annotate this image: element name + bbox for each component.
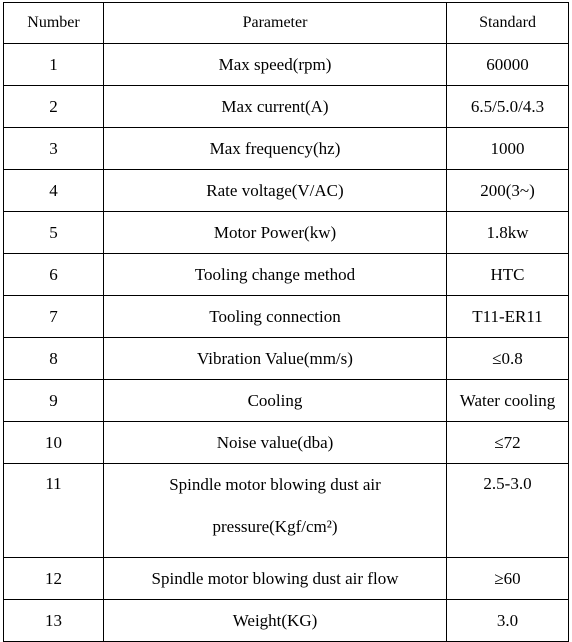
- row-number: 8: [4, 338, 104, 380]
- row-parameter: Cooling: [104, 380, 447, 422]
- table-row: [4, 464, 569, 558]
- row-parameter: Noise value(dba): [104, 422, 447, 464]
- table-row: [4, 338, 569, 380]
- table-row: [4, 128, 569, 170]
- row-number: 5: [4, 212, 104, 254]
- row-number: 12: [4, 558, 104, 600]
- table-row: [4, 600, 569, 642]
- row-standard: 6.5/5.0/4.3: [447, 86, 569, 128]
- row-standard: T11-ER11: [447, 296, 569, 338]
- row-number: 4: [4, 170, 104, 212]
- header-standard: Standard: [447, 3, 569, 44]
- row-parameter: Tooling connection: [104, 296, 447, 338]
- row-parameter: Spindle motor blowing dust air flow: [104, 558, 447, 600]
- header-parameter: Parameter: [104, 3, 447, 44]
- row-standard: ≤0.8: [447, 338, 569, 380]
- row-standard: 3.0: [447, 600, 569, 642]
- row-parameter: Spindle motor blowing dust air pressure(Kgf/cm²): [104, 464, 447, 558]
- row-standard: ≥60: [447, 558, 569, 600]
- row-standard: Water cooling: [447, 380, 569, 422]
- row-standard: ≤72: [447, 422, 569, 464]
- table-row: [4, 422, 569, 464]
- table-row: [4, 44, 569, 86]
- row-number: 11: [4, 464, 104, 558]
- row-standard: 2.5-3.0: [447, 464, 569, 558]
- table-row: [4, 296, 569, 338]
- row-standard: 1000: [447, 128, 569, 170]
- header-number: Number: [4, 3, 104, 44]
- row-number: 7: [4, 296, 104, 338]
- row-parameter: Max speed(rpm): [104, 44, 447, 86]
- table-row: [4, 86, 569, 128]
- row-number: 2: [4, 86, 104, 128]
- row-standard: 1.8kw: [447, 212, 569, 254]
- row-number: 9: [4, 380, 104, 422]
- table-row: [4, 212, 569, 254]
- row-parameter: Motor Power(kw): [104, 212, 447, 254]
- row-standard: 60000: [447, 44, 569, 86]
- table-header-row: [4, 3, 569, 44]
- table-row: [4, 254, 569, 296]
- row-number: 10: [4, 422, 104, 464]
- table-row: [4, 170, 569, 212]
- row-parameter: Max frequency(hz): [104, 128, 447, 170]
- row-parameter: Max current(A): [104, 86, 447, 128]
- row-parameter: Tooling change method: [104, 254, 447, 296]
- row-parameter: Rate voltage(V/AC): [104, 170, 447, 212]
- row-parameter: Weight(KG): [104, 600, 447, 642]
- row-number: 6: [4, 254, 104, 296]
- spec-table-container: [3, 2, 569, 642]
- row-parameter: Vibration Value(mm/s): [104, 338, 447, 380]
- row-number: 3: [4, 128, 104, 170]
- row-standard: 200(3~): [447, 170, 569, 212]
- row-standard: HTC: [447, 254, 569, 296]
- row-number: 13: [4, 600, 104, 642]
- row-number: 1: [4, 44, 104, 86]
- table-row: [4, 380, 569, 422]
- table-row: [4, 558, 569, 600]
- spec-table: [3, 2, 569, 642]
